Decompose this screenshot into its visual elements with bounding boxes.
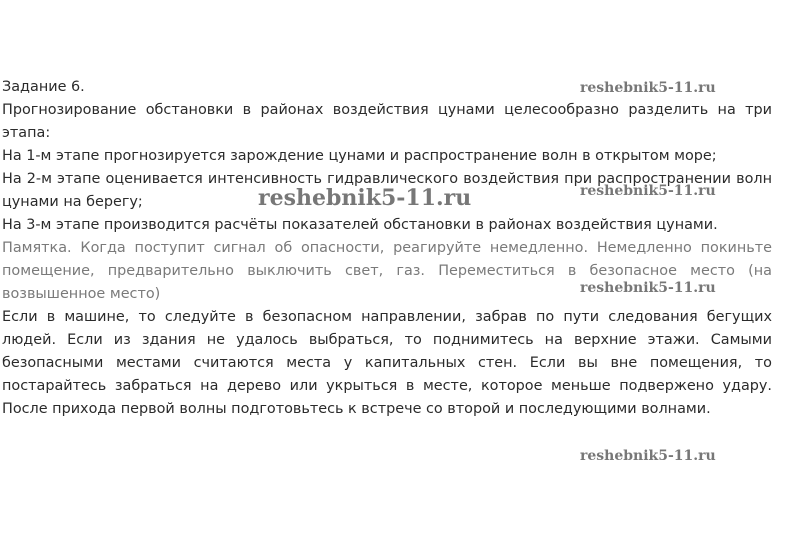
watermark: reshebnik5-11.ru	[580, 80, 716, 96]
text-line: постарайтесь забраться на дерево или укрыться в месте, которое меньше подвержено удару.	[2, 378, 772, 394]
text-line: безопасными местами считаются места у капитальных стен. Если вы вне помещения, то	[2, 355, 772, 371]
text-line: На 2-м этапе оценивается интенсивность гидравлического воздействия при распространении волн	[2, 171, 772, 187]
text-line: На 1-м этапе прогнозируется зарождение цунами и распространение волн в открытом море;	[2, 148, 717, 164]
memo-line: Памятка. Когда поступит сигнал об опасности, реагируйте немедленно. Немедленно покиньте	[2, 240, 772, 256]
watermark: reshebnik5-11.ru	[580, 280, 716, 296]
text-line: людей. Если из здания не удалось выбраться, то поднимитесь на верхние этажи. Самыми	[2, 332, 772, 348]
watermark: reshebnik5-11.ru	[580, 183, 716, 199]
text-line: После прихода первой волны подготовьтесь к встрече со второй и последующими волнами.	[2, 401, 711, 417]
text-line: цунами на берегу;	[2, 194, 143, 210]
text-line: Если в машине, то следуйте в безопасном направлении, забрав по пути следования бегущих	[2, 309, 772, 325]
memo-line: возвышенное место)	[2, 286, 161, 302]
memo-line: помещение, предварительно выключить свет, газ. Переместиться в безопасное место (на	[2, 263, 772, 279]
text-line: Прогнозирование обстановки в районах воздействия цунами целесообразно разделить на три	[2, 102, 772, 118]
task-title: Задание 6.	[2, 79, 85, 95]
document-text	[2, 76, 772, 421]
text-line: На 3-м этапе производится расчёты показателей обстановки в районах воздействия цунами.	[2, 217, 718, 233]
text-line: этапа:	[2, 125, 51, 141]
watermark: reshebnik5-11.ru	[258, 185, 472, 211]
watermark: reshebnik5-11.ru	[580, 448, 716, 464]
